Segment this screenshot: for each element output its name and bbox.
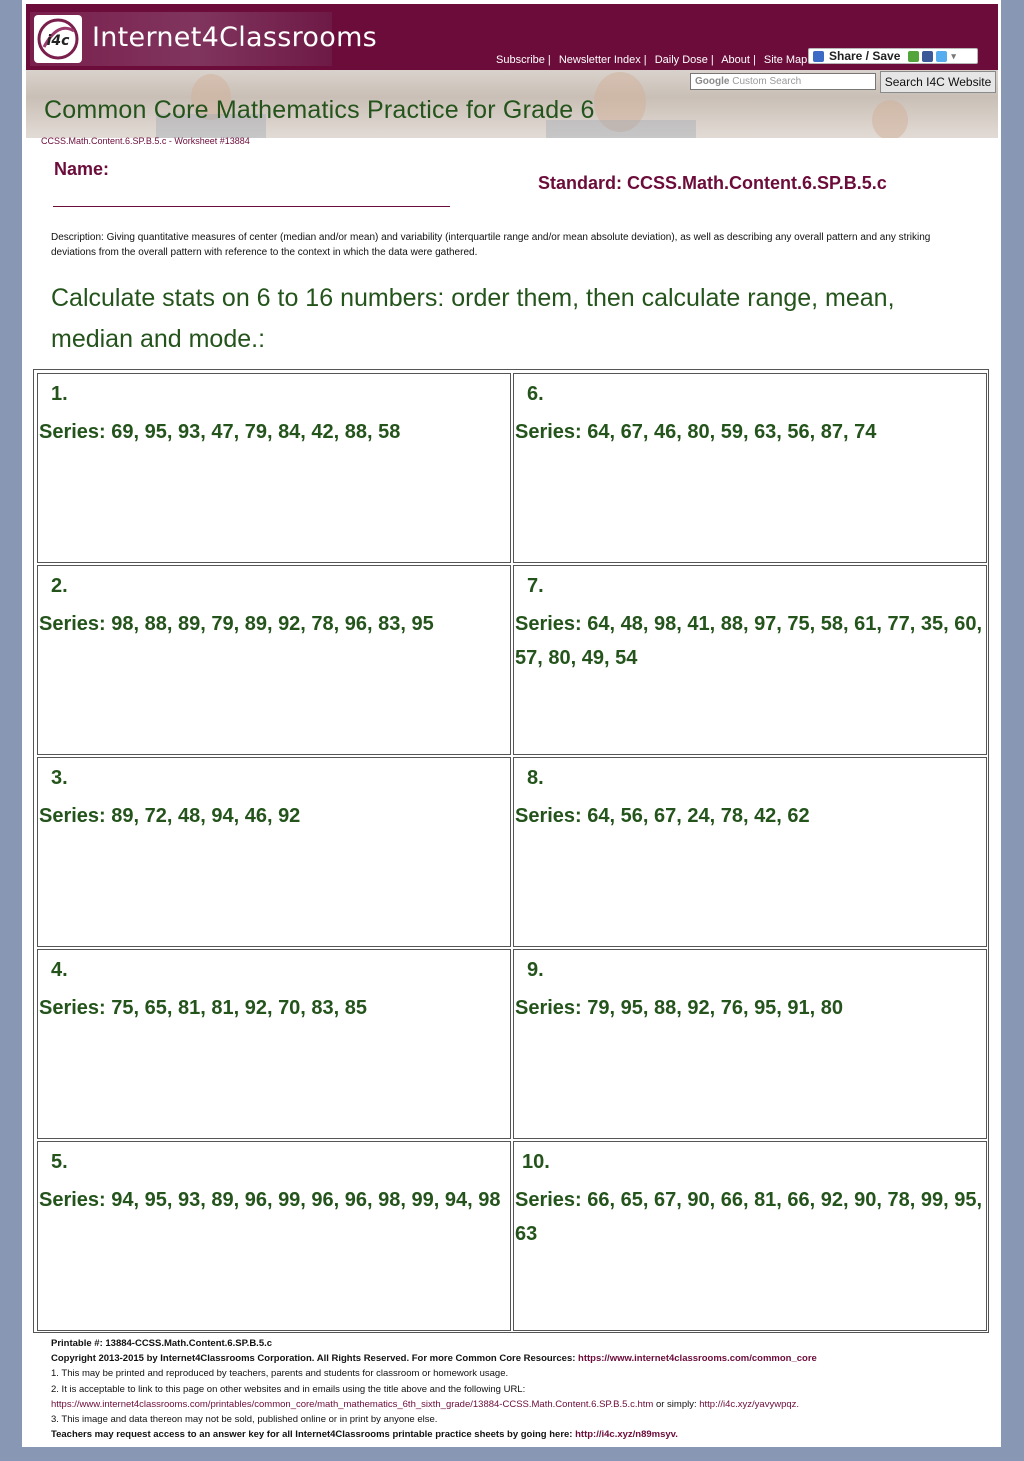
answer-key-text: Teachers may request access to an answer key for all Internet4Classrooms printable practice sheets by going here:	[51, 1429, 573, 1441]
problem-series: Series: 98, 88, 89, 79, 89, 92, 78, 96, 83, 95	[39, 613, 434, 635]
name-line	[53, 206, 450, 207]
problem-series: Series: 64, 48, 98, 41, 88, 97, 75, 58, 61, 77, 35, 60, 57, 80, 49, 54	[515, 613, 983, 669]
description-text: Description: Giving quantitative measures of center (median and/or mean) and variability (interquartile range and/or mean absolute deviation), as well as describing any overall pattern and any striking deviations from the overall pattern with reference to the context in which the data were gathered.	[51, 232, 931, 258]
problem-cell	[37, 757, 511, 947]
google-logo: Google	[695, 76, 730, 87]
logo-badge-text: i4c	[46, 33, 70, 49]
logo-text: Internet4Classrooms	[92, 22, 378, 53]
problem-number: 7.	[527, 575, 544, 597]
copyright-text: Copyright 2013-2015 by Internet4Classrooms Corporation. All Rights Reserved. For more Common Core Resources:	[51, 1353, 576, 1365]
banner-photo-person	[872, 100, 908, 138]
share-more-icon[interactable]: ▾	[951, 50, 956, 61]
problem-series: Series: 94, 95, 93, 89, 96, 99, 96, 96, 98, 99, 94, 98	[39, 1189, 501, 1211]
nav-daily-dose[interactable]: Daily Dose	[654, 54, 708, 66]
instructions-heading: Calculate stats on 6 to 16 numbers: order them, then calculate range, mean, median and mode.:	[51, 284, 895, 353]
page-title: Common Core Mathematics Practice for Grade 6	[44, 96, 595, 124]
search-placeholder: Custom Search	[732, 76, 802, 87]
problem-number: 9.	[527, 959, 544, 981]
name-label: Name:	[54, 159, 110, 179]
share-save-button[interactable]	[808, 48, 978, 64]
footer	[51, 1336, 991, 1442]
problem-cell	[513, 373, 987, 563]
site-header	[26, 4, 998, 70]
problem-series: Series: 64, 56, 67, 24, 78, 42, 62	[515, 805, 810, 827]
problem-number: 1.	[51, 383, 68, 405]
i4c-logo-icon	[34, 15, 82, 63]
footer-note-3: 3. This image and data thereon may not be sold, published online or in print by anyone else.	[51, 1414, 438, 1426]
problem-number: 10.	[522, 1151, 550, 1173]
share-plus-icon	[813, 51, 824, 62]
problem-cell	[37, 949, 511, 1139]
problem-cell	[513, 1141, 987, 1331]
problem-series: Series: 66, 65, 67, 90, 66, 81, 66, 92, 90, 78, 99, 95, 63	[515, 1189, 983, 1245]
problem-number: 6.	[527, 383, 544, 405]
search-input[interactable]	[690, 73, 876, 90]
nav-subscribe[interactable]: Subscribe	[496, 54, 545, 66]
nav-site-map[interactable]: Site Map	[763, 54, 808, 66]
problem-cell	[37, 373, 511, 563]
problem-series: Series: 64, 67, 46, 80, 59, 63, 56, 87, 74	[515, 421, 877, 443]
facebook-icon[interactable]	[922, 51, 933, 62]
problem-cell	[513, 757, 987, 947]
twitter-icon[interactable]	[936, 51, 947, 62]
problem-number: 3.	[51, 767, 68, 789]
search-button[interactable]: Search I4C Website	[880, 71, 996, 93]
problem-cell	[37, 565, 511, 755]
problem-number: 4.	[51, 959, 68, 981]
problem-number: 2.	[51, 575, 68, 597]
problem-series: Series: 75, 65, 81, 81, 92, 70, 83, 85	[39, 997, 368, 1019]
footer-note-1: 1. This may be printed and reproduced by teachers, parents and students for classroom or homework usage.	[51, 1368, 509, 1380]
breadcrumb[interactable]: CCSS.Math.Content.6.SP.B.5.c - Worksheet #13884	[41, 136, 250, 146]
short-url-link[interactable]: http://i4c.xyz/yavywpqz.	[699, 1398, 800, 1410]
answer-key-link[interactable]: http://i4c.xyz/n89msyv.	[575, 1429, 678, 1441]
printable-number: Printable #: 13884-CCSS.Math.Content.6.SP.B.5.c	[51, 1338, 273, 1349]
problem-series: Series: 69, 95, 93, 47, 79, 84, 42, 88, 58	[39, 421, 401, 443]
problem-number: 8.	[527, 767, 544, 789]
site-logo[interactable]	[30, 12, 378, 66]
share-email-icon[interactable]	[908, 51, 919, 62]
nav-about[interactable]: About	[721, 54, 750, 66]
problem-series: Series: 89, 72, 48, 94, 46, 92	[39, 805, 301, 827]
share-save-label: Share / Save	[829, 49, 901, 63]
problem-number: 5.	[51, 1151, 68, 1173]
footer-note-2: 2. It is acceptable to link to this page on other websites and in emails using the title above and the following URL:	[51, 1383, 526, 1395]
standard-label: Standard: CCSS.Math.Content.6.SP.B.5.c	[538, 173, 887, 193]
url-line	[51, 1397, 991, 1412]
problem-grid	[33, 369, 989, 1333]
nav-newsletter-index[interactable]: Newsletter Index	[558, 54, 641, 66]
url-or-text: or simply:	[655, 1398, 697, 1410]
top-nav: Subscribe | Newsletter Index | Daily Dose | About | Site Map	[496, 54, 808, 66]
worksheet-url-link[interactable]: https://www.internet4classrooms.com/printables/common_core/math_mathematics_6th_sixth_grade/13884-CCSS.Math.Content.6.SP.B.5.c.htm	[51, 1398, 654, 1410]
copyright-line	[51, 1351, 991, 1366]
problem-cell	[513, 949, 987, 1139]
answer-key-line	[51, 1427, 991, 1442]
problem-cell	[37, 1141, 511, 1331]
problem-series: Series: 79, 95, 88, 92, 76, 95, 91, 80	[515, 997, 844, 1019]
common-core-link[interactable]: https://www.internet4classrooms.com/common_core	[578, 1353, 817, 1365]
problem-cell	[513, 565, 987, 755]
worksheet-page	[22, 0, 1001, 1447]
